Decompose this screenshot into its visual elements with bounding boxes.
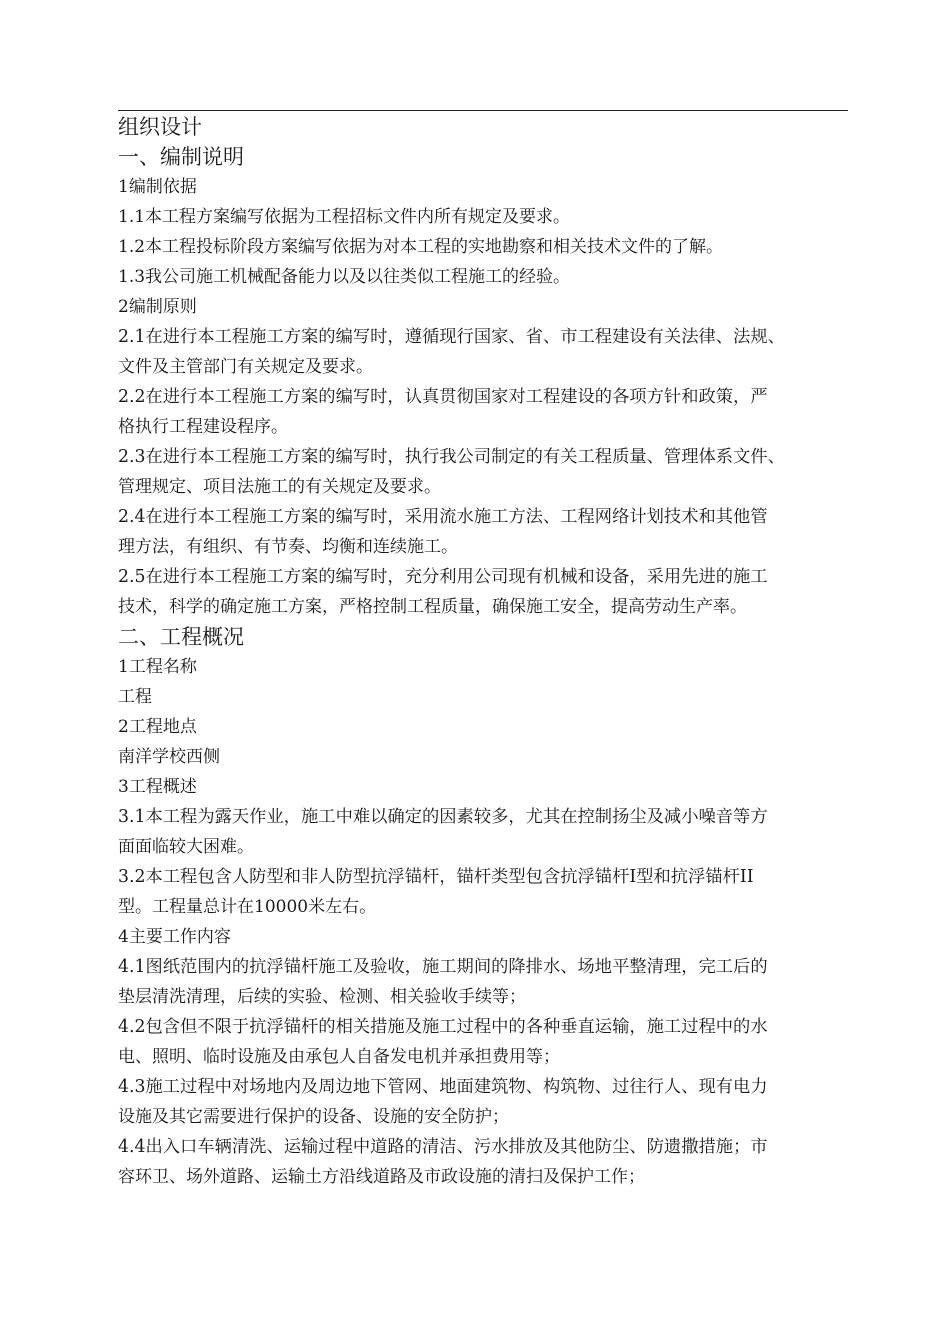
- paragraph-line: 面面临较大困难。: [118, 837, 254, 857]
- paragraph: 1.3我公司施工机械配备能力以及以往类似工程施工的经验。: [118, 267, 571, 287]
- paragraph-line: 2.1在进行本工程施工方案的编写时，遵循现行国家、省、市工程建设有关法律、法规、: [118, 327, 785, 347]
- subsection-heading: 1工程名称: [118, 657, 197, 677]
- paragraph-line: 管理规定、项目法施工的有关规定及要求。: [118, 477, 441, 497]
- subsection-heading: 2编制原则: [118, 297, 197, 317]
- paragraph-line: 4.2包含但不限于抗浮锚杆的相关措施及施工过程中的各种垂直运输，施工过程中的水: [118, 1017, 768, 1037]
- paragraph-line: 2.5在进行本工程施工方案的编写时，充分利用公司现有机械和设备，采用先进的施工: [118, 567, 768, 587]
- subsection-heading: 2工程地点: [118, 717, 197, 737]
- subsection-heading: 1编制依据: [118, 177, 197, 197]
- paragraph: 1.1本工程方案编写依据为工程招标文件内所有规定及要求。: [118, 207, 571, 227]
- subsection-heading: 3工程概述: [118, 777, 197, 797]
- paragraph-line: 4.4出入口车辆清洗、运输过程中道路的清洁、污水排放及其他防尘、防遗撒措施；市: [118, 1137, 768, 1157]
- paragraph: 1.2本工程投标阶段方案编写依据为对本工程的实地勘察和相关技术文件的了解。: [118, 237, 724, 257]
- paragraph-line: 容环卫、场外道路、运输土方沿线道路及市政设施的清扫及保护工作；: [118, 1167, 645, 1187]
- paragraph: 南洋学校西侧: [118, 747, 220, 767]
- paragraph: 工程: [118, 687, 152, 707]
- section-heading: 二、工程概况: [118, 625, 244, 649]
- section-heading: 一、编制说明: [118, 145, 244, 169]
- paragraph-line: 理方法，有组织、有节奏、均衡和连续施工。: [118, 537, 458, 557]
- header-rule: [118, 110, 848, 111]
- document-body: [118, 112, 852, 1192]
- paragraph-line: 2.2在进行本工程施工方案的编写时，认真贯彻国家对工程建设的各项方针和政策，严: [118, 387, 768, 407]
- paragraph-line: 型。工程量总计在10000米左右。: [118, 897, 377, 917]
- document-title: 组织设计: [118, 115, 202, 139]
- paragraph-line: 垫层清洗清理，后续的实验、检测、相关验收手续等；: [118, 987, 526, 1007]
- paragraph-line: 4.1图纸范围内的抗浮锚杆施工及验收，施工期间的降排水、场地平整清理，完工后的: [118, 957, 768, 977]
- paragraph-line: 2.4在进行本工程施工方案的编写时，采用流水施工方法、工程网络计划技术和其他管: [118, 507, 768, 527]
- paragraph-line: 文件及主管部门有关规定及要求。: [118, 357, 373, 377]
- paragraph-line: 技术，科学的确定施工方案，严格控制工程质量，确保施工安全，提高劳动生产率。: [118, 597, 747, 617]
- paragraph-line: 4.3施工过程中对场地内及周边地下管网、地面建筑物、构筑物、过往行人、现有电力: [118, 1077, 768, 1097]
- paragraph-line: 3.2本工程包含人防型和非人防型抗浮锚杆，锚杆类型包含抗浮锚杆I型和抗浮锚杆II: [118, 867, 754, 887]
- paragraph-line: 格执行工程建设程序。: [118, 417, 288, 437]
- paragraph-line: 设施及其它需要进行保护的设备、设施的安全防护；: [118, 1107, 509, 1127]
- paragraph-line: 2.3在进行本工程施工方案的编写时，执行我公司制定的有关工程质量、管理体系文件、: [118, 447, 785, 467]
- paragraph-line: 电、照明、临时设施及由承包人自备发电机并承担费用等；: [118, 1047, 560, 1067]
- subsection-heading: 4主要工作内容: [118, 927, 231, 947]
- paragraph-line: 3.1本工程为露天作业，施工中难以确定的因素较多，尤其在控制扬尘及减小噪音等方: [118, 807, 768, 827]
